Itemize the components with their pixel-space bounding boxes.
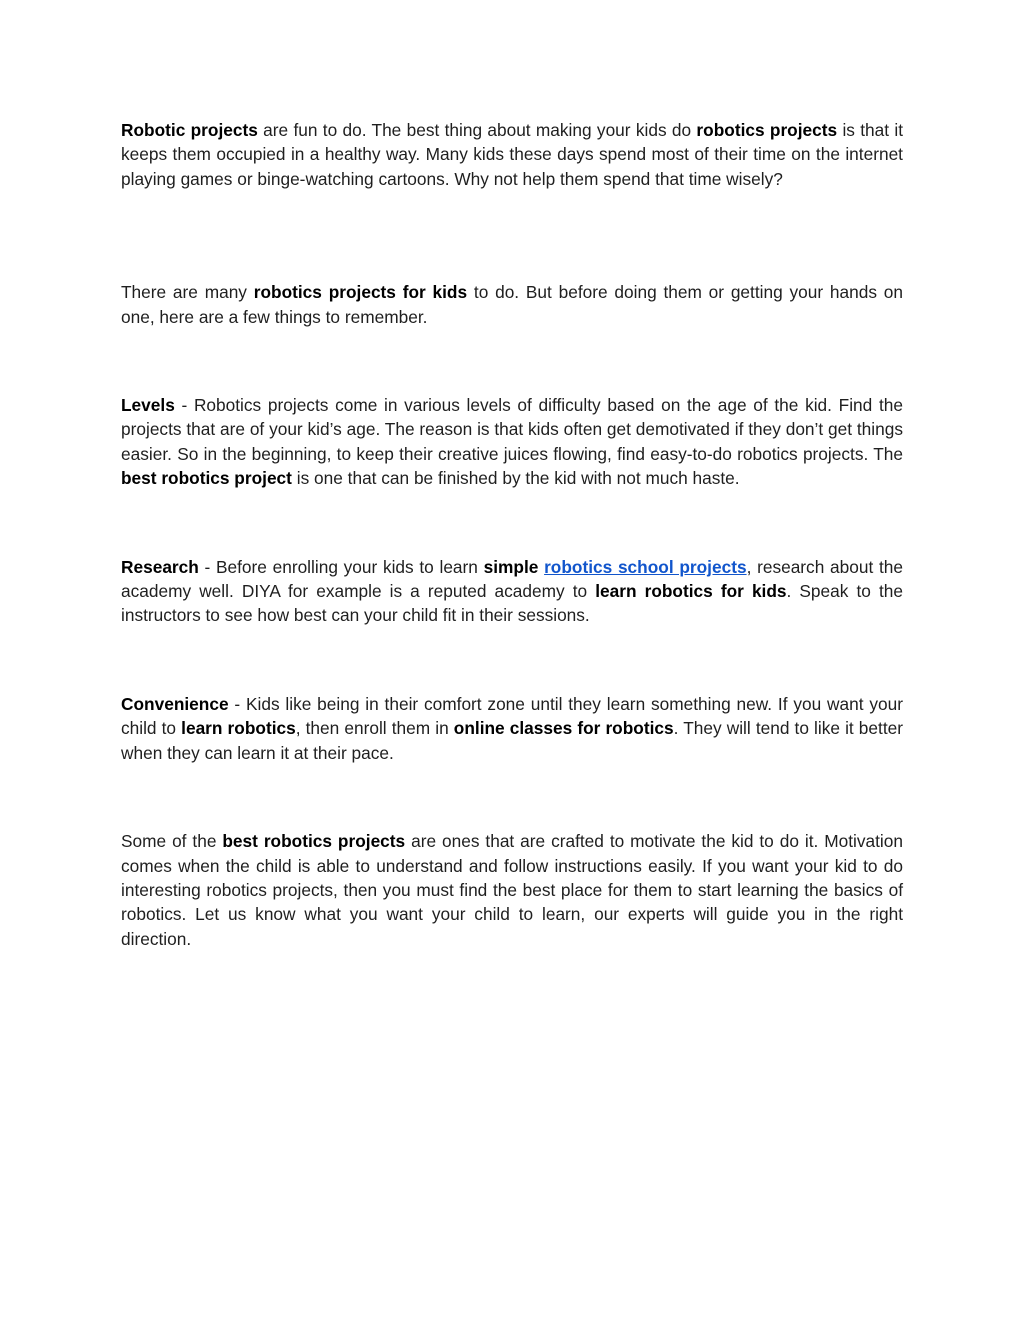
bold-phrase: simple <box>483 556 539 577</box>
text-run: There are many <box>121 282 254 303</box>
text-run: are fun to do. The best thing about making your kids do <box>257 120 697 140</box>
text-run: is that it keeps them occupied in a healthy way. Many kids these days spend most of their time on the internet playing games or binge-watching cartoons. Why not help them spend that time wisely? <box>121 120 904 189</box>
text-run: . Speak to the instructors to see how best can your child fit in their sessions. <box>121 581 903 626</box>
paragraph-conclusion <box>121 829 903 951</box>
text-run: - Before enrolling your kids to learn <box>198 556 484 577</box>
text-run: - Kids like being in their comfort zone until they learn something new. If you want your child to <box>121 693 903 739</box>
text-run: Some of the <box>121 831 223 852</box>
bold-phrase: Robotic projects <box>121 120 258 140</box>
paragraph-convenience <box>121 692 903 765</box>
section-heading-convenience: Convenience <box>121 693 229 714</box>
text-run: , research about the academy well. DIYA for example is a reputed academy to <box>121 556 903 602</box>
section-heading-research: Research <box>121 556 199 577</box>
bold-phrase: best robotics projects <box>222 831 406 852</box>
document-body <box>121 118 903 951</box>
bold-phrase: best robotics project <box>121 468 292 489</box>
bold-phrase: learn robotics for kids <box>595 581 787 602</box>
bold-phrase: learn robotics <box>181 718 296 739</box>
bold-phrase: online classes for robotics <box>453 718 674 739</box>
text-run: , then enroll them in <box>295 718 454 739</box>
text-run: to do. But before doing them or getting your hands on one, here are a few things to remember. <box>121 282 903 327</box>
paragraph-overview <box>121 280 903 329</box>
bold-phrase: robotics projects <box>696 120 838 140</box>
paragraph-intro <box>121 118 903 191</box>
paragraph-research <box>121 555 903 628</box>
section-heading-levels: Levels <box>121 395 175 416</box>
bold-phrase: robotics projects for kids <box>253 282 468 303</box>
text-run: is one that can be finished by the kid with not much haste. <box>291 468 740 489</box>
text-run: . They will tend to like it better when they can learn it at their pace. <box>121 718 904 763</box>
robotics-school-projects-link[interactable]: robotics school projects <box>544 556 747 577</box>
text-run: are ones that are crafted to motivate the kid to do it. Motivation comes when the child is able to understand and follow instructions easily. If you want your kid to do interesting robotics projects, then you must find the best place for them to start learning the basics of robotics. Let us know what you want your child to learn, our experts will guide you in the right direction. <box>121 831 903 949</box>
text-run: - Robotics projects come in various levels of difficulty based on the age of the kid. Find the projects that are of your kid’s age. The reason is that kids often get demotivated if they don’t get things easier. So in the beginning, to keep their creative juices flowing, find easy-to-do robotics projects. The <box>121 395 903 464</box>
paragraph-levels <box>121 393 903 491</box>
